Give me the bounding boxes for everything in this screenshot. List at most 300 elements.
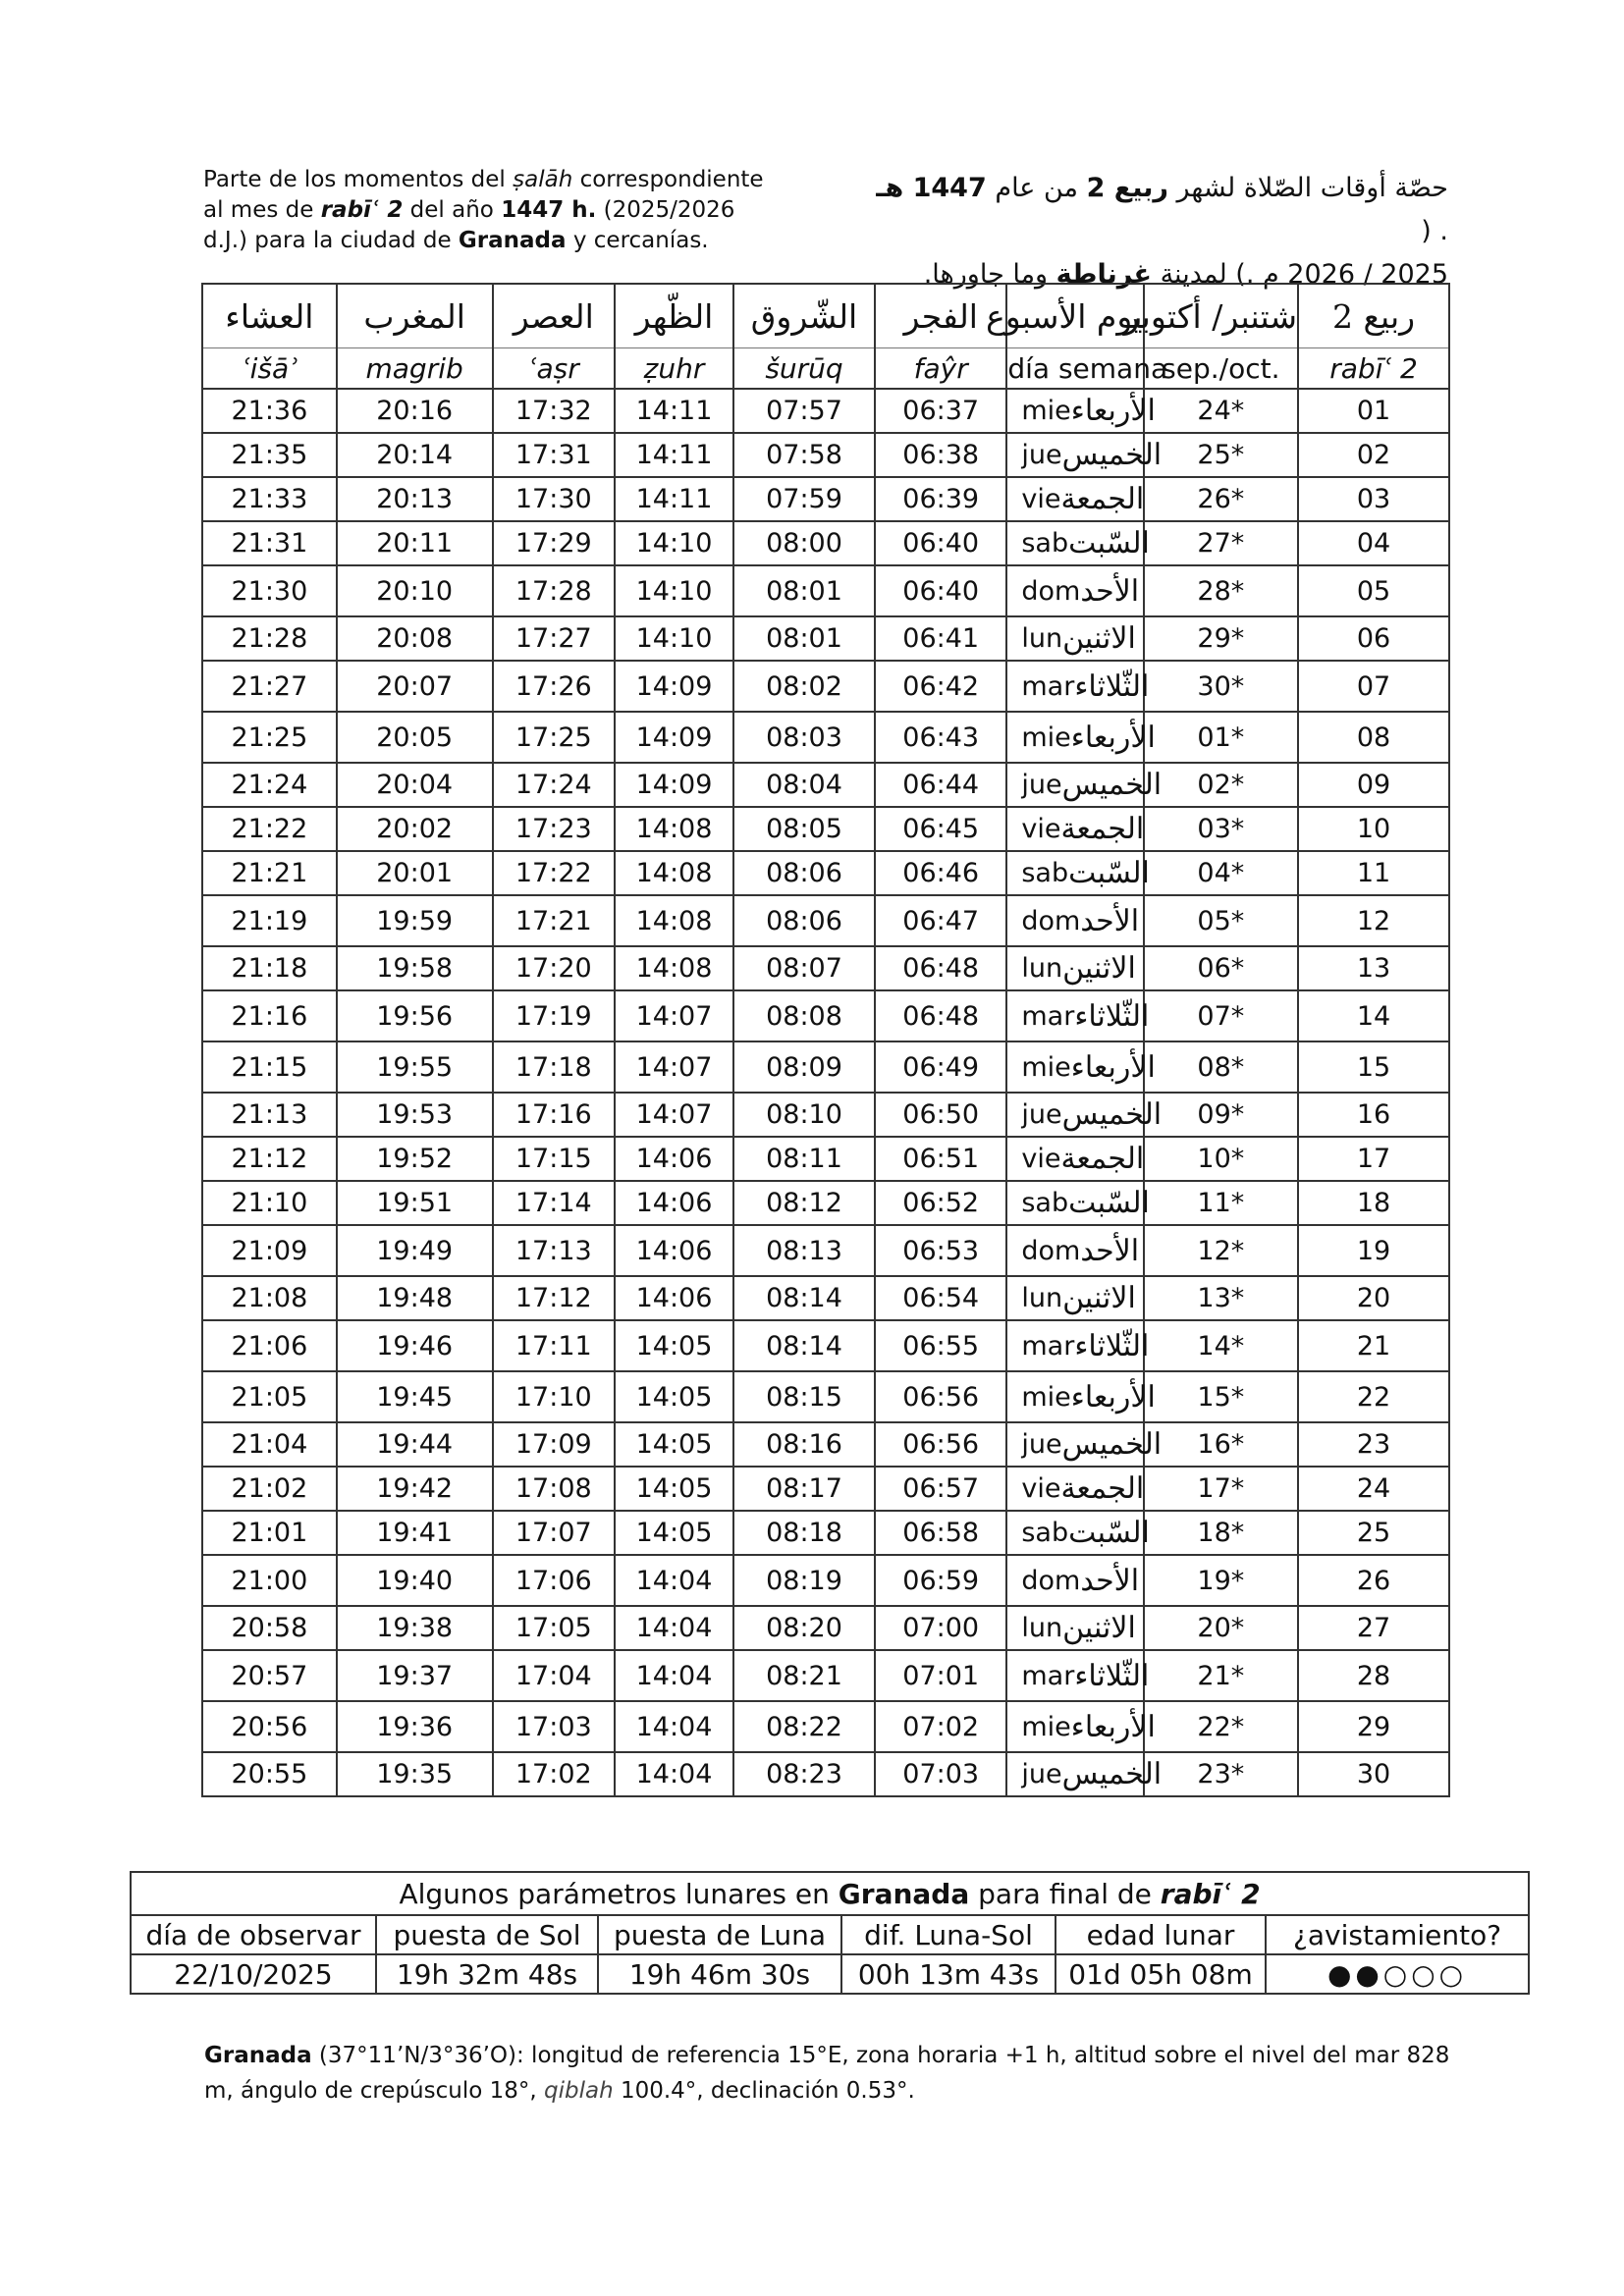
- weekday-ar: الاثنين: [1062, 1611, 1136, 1645]
- cell-gregorian-date: 18*: [1144, 1511, 1299, 1555]
- header-ar-isha: العشاء: [202, 284, 337, 348]
- lunar-title-text: Algunos parámetros lunares en: [399, 1877, 839, 1910]
- cell-hijri-day: 29: [1298, 1701, 1449, 1752]
- cell-asr: 17:32: [493, 389, 616, 433]
- table-row: [202, 1650, 1449, 1701]
- cell-fajr: 06:39: [875, 477, 1006, 521]
- cell-isha: 21:36: [202, 389, 337, 433]
- cell-asr: 17:15: [493, 1137, 616, 1181]
- cell-shuruq: 08:05: [733, 807, 875, 851]
- cell-shuruq: 08:23: [733, 1752, 875, 1796]
- cell-shuruq: 08:03: [733, 712, 875, 763]
- cell-isha: 21:18: [202, 946, 337, 990]
- cell-gregorian-date: 25*: [1144, 433, 1299, 477]
- intro-es-line-2: [203, 195, 792, 226]
- cell-hijri-day: 23: [1298, 1422, 1449, 1467]
- header-tr-isha: ʿišāʾ: [202, 348, 337, 390]
- weekday-es: mar: [1021, 670, 1075, 702]
- cell-isha: 21:12: [202, 1137, 337, 1181]
- lunar-title-city: Granada: [838, 1877, 970, 1910]
- cell-hijri-day: 09: [1298, 763, 1449, 807]
- cell-zuhr: 14:09: [615, 661, 733, 712]
- weekday-ar: الأحد: [1080, 1563, 1140, 1598]
- cell-maghrib: 19:48: [337, 1276, 493, 1320]
- cell-fajr: 06:48: [875, 990, 1006, 1041]
- cell-isha: 21:02: [202, 1467, 337, 1511]
- cell-weekday: [1006, 661, 1150, 712]
- cell-asr: 17:02: [493, 1752, 616, 1796]
- cell-shuruq: 08:17: [733, 1467, 875, 1511]
- weekday-ar: السّبت: [1068, 856, 1150, 890]
- lunar-moon-age: 01d 05h 08m: [1056, 1954, 1266, 1994]
- table-row: [202, 895, 1449, 946]
- cell-fajr: 06:46: [875, 851, 1006, 895]
- cell-maghrib: 19:37: [337, 1650, 493, 1701]
- weekday-es: sab: [1021, 1518, 1069, 1548]
- header-ar-zuhr: الظّهر: [615, 284, 733, 348]
- cell-isha: 21:21: [202, 851, 337, 895]
- cell-gregorian-date: 11*: [1144, 1181, 1299, 1225]
- intro-es-year: 1447 h.: [501, 197, 597, 223]
- location-footnote: [204, 2038, 1451, 2109]
- cell-weekday: [1006, 1371, 1156, 1422]
- cell-gregorian-date: 27*: [1144, 521, 1299, 565]
- cell-gregorian-date: 16*: [1144, 1422, 1299, 1467]
- header-ar-fajr: الفجر: [875, 284, 1006, 348]
- header-row-arabic: [202, 284, 1449, 348]
- cell-shuruq: 08:19: [733, 1555, 875, 1606]
- cell-shuruq: 08:08: [733, 990, 875, 1041]
- cell-hijri-day: 11: [1298, 851, 1449, 895]
- intro-es-text: d.J.) para la ciudad de: [203, 228, 459, 253]
- cell-weekday: [1006, 1225, 1143, 1276]
- cell-hijri-day: 06: [1298, 616, 1449, 661]
- cell-fajr: 07:02: [875, 1701, 1006, 1752]
- cell-zuhr: 14:08: [615, 946, 733, 990]
- cell-maghrib: 19:36: [337, 1701, 493, 1752]
- cell-gregorian-date: 23*: [1144, 1752, 1299, 1796]
- cell-gregorian-date: 26*: [1144, 477, 1299, 521]
- intro-es-month: rabīʿ 2: [320, 197, 404, 223]
- cell-fajr: 06:56: [875, 1371, 1006, 1422]
- weekday-es: vie: [1021, 814, 1061, 844]
- weekday-es: mie: [1021, 721, 1071, 753]
- header-ar-asr: العصر: [493, 284, 616, 348]
- cell-hijri-day: 24: [1298, 1467, 1449, 1511]
- cell-fajr: 06:55: [875, 1320, 1006, 1371]
- cell-asr: 17:05: [493, 1606, 616, 1650]
- cell-gregorian-date: 01*: [1144, 712, 1299, 763]
- weekday-es: sab: [1021, 858, 1069, 888]
- table-row: [202, 807, 1449, 851]
- table-row: [202, 1371, 1449, 1422]
- cell-asr: 17:09: [493, 1422, 616, 1467]
- cell-gregorian-date: 12*: [1144, 1225, 1299, 1276]
- table-row: [202, 565, 1449, 616]
- cell-weekday: [1006, 433, 1163, 477]
- cell-hijri-day: 01: [1298, 389, 1449, 433]
- weekday-es: mie: [1021, 396, 1071, 426]
- lunar-header-row: [131, 1915, 1529, 1954]
- lunar-title-text: para final de: [969, 1877, 1161, 1910]
- cell-weekday: [1006, 807, 1143, 851]
- cell-isha: 21:00: [202, 1555, 337, 1606]
- cell-gregorian-date: 10*: [1144, 1137, 1299, 1181]
- table-row: [202, 1511, 1449, 1555]
- weekday-es: jue: [1021, 770, 1062, 800]
- intro-ar-text: حصّة أوقات الصّلاة لشهر: [1167, 173, 1448, 203]
- intro-es-salah: ṣalāh: [513, 167, 573, 192]
- weekday-es: dom: [1021, 575, 1081, 607]
- cell-shuruq: 08:11: [733, 1137, 875, 1181]
- cell-fajr: 06:40: [875, 521, 1006, 565]
- cell-zuhr: 14:09: [615, 763, 733, 807]
- lunar-sighting-dots: ●●○○○: [1266, 1954, 1529, 1994]
- weekday-ar: الثّلاثاء: [1074, 1658, 1150, 1693]
- weekday-ar: الجمعة: [1060, 482, 1145, 516]
- cell-fajr: 06:43: [875, 712, 1006, 763]
- cell-maghrib: 19:42: [337, 1467, 493, 1511]
- cell-shuruq: 08:01: [733, 616, 875, 661]
- cell-fajr: 06:58: [875, 1511, 1006, 1555]
- cell-zuhr: 14:05: [615, 1371, 733, 1422]
- lunar-moonset: 19h 46m 30s: [598, 1954, 841, 1994]
- cell-isha: 20:56: [202, 1701, 337, 1752]
- cell-asr: 17:25: [493, 712, 616, 763]
- cell-shuruq: 08:14: [733, 1320, 875, 1371]
- cell-isha: 21:30: [202, 565, 337, 616]
- table-row: [202, 1752, 1449, 1796]
- cell-zuhr: 14:05: [615, 1467, 733, 1511]
- intro-es-line-1: [203, 165, 792, 195]
- weekday-es: jue: [1021, 1759, 1062, 1789]
- weekday-es: lun: [1021, 953, 1063, 984]
- table-row: [202, 1320, 1449, 1371]
- cell-zuhr: 14:10: [615, 521, 733, 565]
- lunar-header-moonset: puesta de Luna: [598, 1915, 841, 1954]
- intro-ar-text: من عام: [986, 173, 1087, 203]
- weekday-es: vie: [1021, 1473, 1061, 1504]
- cell-isha: 21:25: [202, 712, 337, 763]
- header-tr-weekday: día semana: [1006, 348, 1143, 390]
- cell-isha: 21:16: [202, 990, 337, 1041]
- lunar-header-sighting: ¿avistamiento?: [1266, 1915, 1529, 1954]
- cell-isha: 21:05: [202, 1371, 337, 1422]
- weekday-es: mar: [1021, 1330, 1075, 1362]
- cell-weekday: [1006, 763, 1163, 807]
- cell-hijri-day: 03: [1298, 477, 1449, 521]
- cell-maghrib: 19:49: [337, 1225, 493, 1276]
- cell-asr: 17:31: [493, 433, 616, 477]
- weekday-es: vie: [1021, 484, 1061, 514]
- cell-hijri-day: 21: [1298, 1320, 1449, 1371]
- intro-ar-line-1: [864, 167, 1448, 253]
- table-row: [202, 616, 1449, 661]
- footnote-text: (37°11’N/3°36’O): longitud de referencia 15°E, zona horaria +1 h, altitud sobre el nivel del mar 828 m, ángulo de crepúsculo 18°,: [204, 2043, 1450, 2104]
- cell-fajr: 06:38: [875, 433, 1006, 477]
- cell-maghrib: 20:07: [337, 661, 493, 712]
- cell-shuruq: 08:15: [733, 1371, 875, 1422]
- cell-maghrib: 19:58: [337, 946, 493, 990]
- cell-shuruq: 08:10: [733, 1093, 875, 1137]
- weekday-ar: الأحد: [1080, 903, 1140, 938]
- cell-asr: 17:13: [493, 1225, 616, 1276]
- cell-weekday: [1006, 1137, 1143, 1181]
- cell-maghrib: 19:38: [337, 1606, 493, 1650]
- cell-fajr: 07:00: [875, 1606, 1006, 1650]
- cell-gregorian-date: 15*: [1144, 1371, 1299, 1422]
- cell-isha: 21:01: [202, 1511, 337, 1555]
- cell-shuruq: 08:01: [733, 565, 875, 616]
- cell-asr: 17:07: [493, 1511, 616, 1555]
- cell-asr: 17:08: [493, 1467, 616, 1511]
- cell-maghrib: 19:59: [337, 895, 493, 946]
- table-row: [202, 1181, 1449, 1225]
- weekday-es: mie: [1021, 1051, 1071, 1083]
- footnote-qiblah: qiblah: [544, 2078, 614, 2104]
- intro-es-text: y cercanías.: [566, 228, 709, 253]
- cell-weekday: [1006, 1041, 1156, 1093]
- cell-isha: 21:31: [202, 521, 337, 565]
- cell-hijri-day: 13: [1298, 946, 1449, 990]
- intro-es-text: al mes de: [203, 197, 321, 223]
- cell-maghrib: 20:10: [337, 565, 493, 616]
- cell-shuruq: 08:07: [733, 946, 875, 990]
- cell-hijri-day: 04: [1298, 521, 1449, 565]
- intro-arabic: [864, 167, 1448, 296]
- lunar-value-row: [131, 1954, 1529, 1994]
- weekday-ar: الأربعاء: [1070, 1379, 1156, 1415]
- table-row: [202, 1555, 1449, 1606]
- cell-weekday: [1006, 1320, 1150, 1371]
- cell-hijri-day: 15: [1298, 1041, 1449, 1093]
- intro-ar-text: 2025 / 2026 م .) لمدينة: [1151, 259, 1448, 290]
- weekday-ar: الثّلاثاء: [1074, 998, 1150, 1034]
- lunar-sunset: 19h 32m 48s: [376, 1954, 598, 1994]
- cell-hijri-day: 17: [1298, 1137, 1449, 1181]
- cell-weekday: [1006, 1467, 1143, 1511]
- table-row: [202, 763, 1449, 807]
- table-row: [202, 712, 1449, 763]
- cell-shuruq: 07:57: [733, 389, 875, 433]
- cell-weekday: [1006, 389, 1156, 433]
- lunar-header-sunset: puesta de Sol: [376, 1915, 598, 1954]
- cell-gregorian-date: 17*: [1144, 1467, 1299, 1511]
- cell-hijri-day: 07: [1298, 661, 1449, 712]
- weekday-es: mie: [1021, 1711, 1071, 1742]
- cell-asr: 17:23: [493, 807, 616, 851]
- table-row: [202, 1225, 1449, 1276]
- cell-zuhr: 14:07: [615, 1093, 733, 1137]
- cell-weekday: [1006, 1701, 1156, 1752]
- header-tr-hijri: rabīʿ 2: [1298, 348, 1449, 390]
- footnote-text: 100.4°, declinación 0.53°.: [613, 2078, 915, 2104]
- cell-shuruq: 08:18: [733, 1511, 875, 1555]
- cell-gregorian-date: 24*: [1144, 389, 1299, 433]
- intro-es-text: correspondiente: [572, 167, 764, 192]
- weekday-es: lun: [1021, 1283, 1063, 1313]
- weekday-ar: الاثنين: [1062, 1281, 1136, 1315]
- cell-fajr: 06:48: [875, 946, 1006, 990]
- cell-hijri-day: 27: [1298, 1606, 1449, 1650]
- cell-isha: 21:15: [202, 1041, 337, 1093]
- cell-gregorian-date: 22*: [1144, 1701, 1299, 1752]
- cell-zuhr: 14:08: [615, 851, 733, 895]
- cell-isha: 21:10: [202, 1181, 337, 1225]
- cell-weekday: [1006, 895, 1143, 946]
- intro-es-text: Parte de los momentos del: [203, 167, 514, 192]
- intro-es-text: (2025/2026: [596, 197, 735, 223]
- cell-zuhr: 14:04: [615, 1650, 733, 1701]
- lunar-header-moon-sun-diff: dif. Luna-Sol: [841, 1915, 1056, 1954]
- weekday-es: sab: [1021, 1188, 1069, 1218]
- cell-zuhr: 14:04: [615, 1555, 733, 1606]
- cell-asr: 17:12: [493, 1276, 616, 1320]
- cell-shuruq: 08:21: [733, 1650, 875, 1701]
- weekday-es: dom: [1021, 905, 1081, 936]
- weekday-ar: السّبت: [1068, 526, 1150, 561]
- cell-hijri-day: 30: [1298, 1752, 1449, 1796]
- weekday-ar: الاثنين: [1062, 951, 1136, 986]
- cell-zuhr: 14:06: [615, 1137, 733, 1181]
- table-row: [202, 990, 1449, 1041]
- cell-maghrib: 19:44: [337, 1422, 493, 1467]
- cell-gregorian-date: 19*: [1144, 1555, 1299, 1606]
- cell-hijri-day: 18: [1298, 1181, 1449, 1225]
- cell-isha: 21:33: [202, 477, 337, 521]
- cell-asr: 17:21: [493, 895, 616, 946]
- cell-gregorian-date: 02*: [1144, 763, 1299, 807]
- cell-weekday: [1006, 1422, 1163, 1467]
- header-tr-gregorian: sep./oct.: [1144, 348, 1299, 390]
- cell-weekday: [1006, 1181, 1150, 1225]
- cell-gregorian-date: 29*: [1144, 616, 1299, 661]
- weekday-ar: الأحد: [1080, 1233, 1140, 1268]
- weekday-ar: الثّلاثاء: [1074, 668, 1150, 704]
- cell-shuruq: 08:00: [733, 521, 875, 565]
- cell-weekday: [1006, 1752, 1163, 1796]
- cell-fajr: 06:44: [875, 763, 1006, 807]
- cell-maghrib: 20:16: [337, 389, 493, 433]
- table-row: [202, 946, 1449, 990]
- weekday-ar: الثّلاثاء: [1074, 1328, 1150, 1363]
- cell-fajr: 06:51: [875, 1137, 1006, 1181]
- lunar-header-observation-day: día de observar: [131, 1915, 376, 1954]
- cell-maghrib: 19:45: [337, 1371, 493, 1422]
- weekday-ar: الخميس: [1061, 438, 1163, 472]
- cell-maghrib: 20:08: [337, 616, 493, 661]
- header-tr-asr: ʿaṣr: [493, 348, 616, 390]
- cell-asr: 17:04: [493, 1650, 616, 1701]
- cell-zuhr: 14:10: [615, 616, 733, 661]
- cell-gregorian-date: 06*: [1144, 946, 1299, 990]
- cell-weekday: [1006, 1511, 1150, 1555]
- cell-hijri-day: 05: [1298, 565, 1449, 616]
- cell-zuhr: 14:10: [615, 565, 733, 616]
- weekday-ar: الأربعاء: [1070, 394, 1156, 428]
- cell-isha: 21:22: [202, 807, 337, 851]
- cell-asr: 17:22: [493, 851, 616, 895]
- cell-zuhr: 14:08: [615, 895, 733, 946]
- table-row: [202, 433, 1449, 477]
- cell-asr: 17:10: [493, 1371, 616, 1422]
- table-row: [202, 521, 1449, 565]
- weekday-ar: الخميس: [1061, 1097, 1163, 1132]
- intro-es-line-3: [203, 226, 792, 256]
- weekday-es: mar: [1021, 1000, 1075, 1032]
- cell-weekday: [1006, 477, 1143, 521]
- cell-fajr: 06:50: [875, 1093, 1006, 1137]
- cell-zuhr: 14:05: [615, 1511, 733, 1555]
- header-tr-maghrib: magrib: [337, 348, 493, 390]
- weekday-ar: السّبت: [1068, 1516, 1150, 1550]
- cell-isha: 21:09: [202, 1225, 337, 1276]
- cell-asr: 17:28: [493, 565, 616, 616]
- cell-maghrib: 19:52: [337, 1137, 493, 1181]
- weekday-ar: الأحد: [1080, 573, 1140, 609]
- cell-fajr: 06:41: [875, 616, 1006, 661]
- weekday-es: jue: [1021, 1429, 1062, 1460]
- cell-maghrib: 19:53: [337, 1093, 493, 1137]
- cell-isha: 21:06: [202, 1320, 337, 1371]
- cell-zuhr: 14:04: [615, 1606, 733, 1650]
- intro-ar-month: ربيع 2: [1086, 173, 1168, 203]
- cell-isha: 21:04: [202, 1422, 337, 1467]
- cell-gregorian-date: 09*: [1144, 1093, 1299, 1137]
- cell-asr: 17:19: [493, 990, 616, 1041]
- cell-shuruq: 08:04: [733, 763, 875, 807]
- cell-asr: 17:18: [493, 1041, 616, 1093]
- weekday-es: dom: [1021, 1565, 1081, 1596]
- cell-fajr: 07:01: [875, 1650, 1006, 1701]
- table-row: [202, 661, 1449, 712]
- cell-zuhr: 14:11: [615, 477, 733, 521]
- table-row: [202, 1422, 1449, 1467]
- lunar-parameters-table: [130, 1871, 1530, 1995]
- cell-weekday: [1006, 1276, 1143, 1320]
- cell-gregorian-date: 21*: [1144, 1650, 1299, 1701]
- cell-isha: 21:13: [202, 1093, 337, 1137]
- cell-zuhr: 14:05: [615, 1422, 733, 1467]
- header-ar-maghrib: المغرب: [337, 284, 493, 348]
- cell-fajr: 06:45: [875, 807, 1006, 851]
- cell-zuhr: 14:06: [615, 1181, 733, 1225]
- cell-maghrib: 20:14: [337, 433, 493, 477]
- cell-fajr: 06:47: [875, 895, 1006, 946]
- cell-zuhr: 14:07: [615, 990, 733, 1041]
- table-row: [202, 389, 1449, 433]
- cell-isha: 21:35: [202, 433, 337, 477]
- cell-zuhr: 14:04: [615, 1752, 733, 1796]
- weekday-ar: الأربعاء: [1070, 1709, 1156, 1744]
- weekday-es: mie: [1021, 1381, 1071, 1413]
- weekday-ar: الجمعة: [1060, 1471, 1145, 1506]
- cell-asr: 17:29: [493, 521, 616, 565]
- cell-zuhr: 14:11: [615, 433, 733, 477]
- cell-fajr: 07:03: [875, 1752, 1006, 1796]
- cell-weekday: [1006, 1650, 1150, 1701]
- weekday-ar: الخميس: [1061, 768, 1163, 802]
- cell-hijri-day: 02: [1298, 433, 1449, 477]
- cell-weekday: [1006, 521, 1150, 565]
- intro-es-city: Granada: [458, 228, 567, 253]
- cell-asr: 17:30: [493, 477, 616, 521]
- cell-shuruq: 08:12: [733, 1181, 875, 1225]
- lunar-title-month: rabīʿ 2: [1160, 1877, 1261, 1910]
- cell-fajr: 06:57: [875, 1467, 1006, 1511]
- cell-fajr: 06:40: [875, 565, 1006, 616]
- cell-fajr: 06:54: [875, 1276, 1006, 1320]
